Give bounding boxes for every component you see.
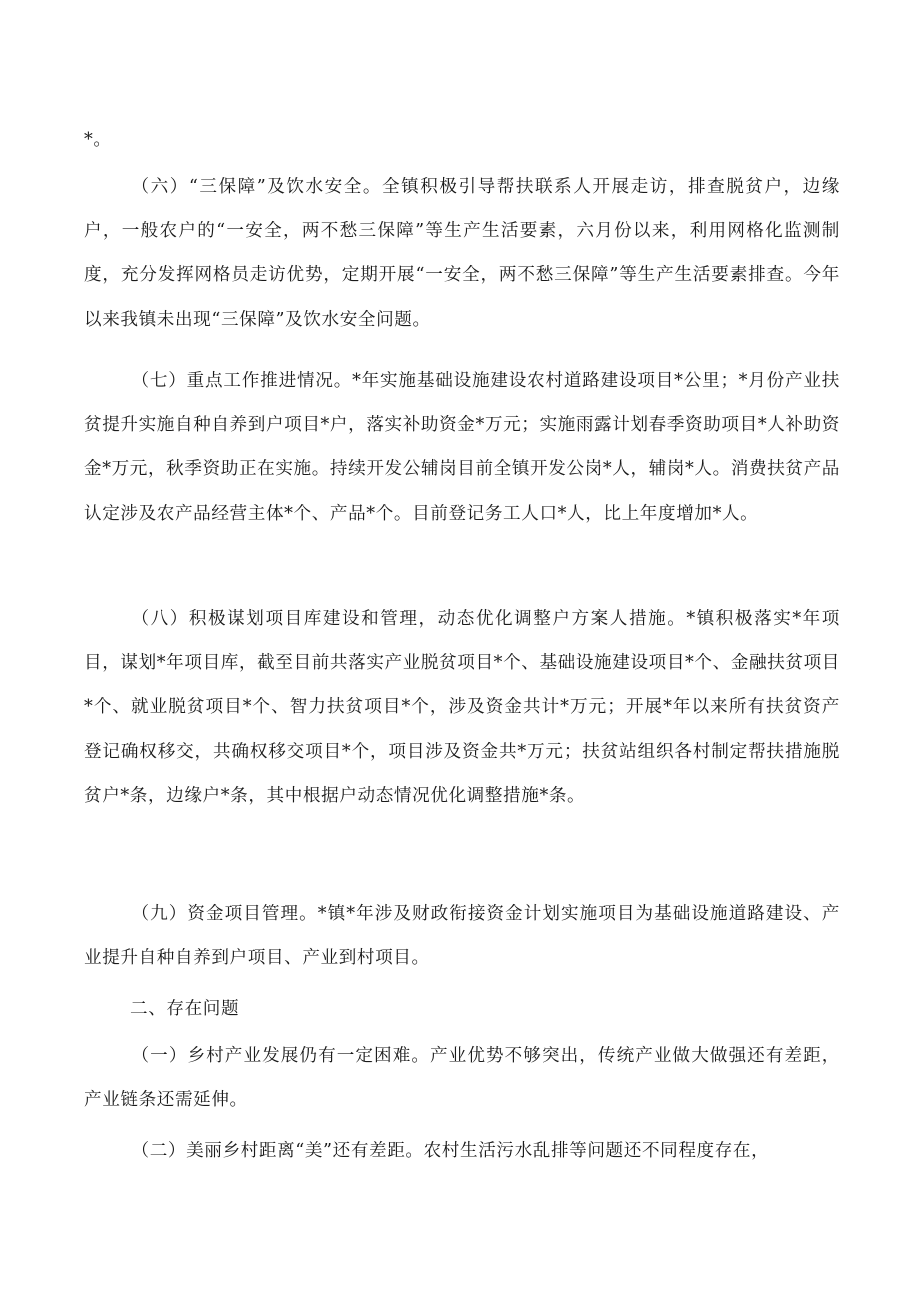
paragraph-section-8: （八）积极谋划项目库建设和管理，动态优化调整户方案人措施。*镇积极落实*年项目，谋划*年项目库，截至目前共落实产业脱贫项目*个、基础设施建设项目*个、金融扶贫项目*个、就业脱贫项目*个、智力扶贫项目*个，涉及资金共计*万元；开展*年以来所有扶贫资产登记确权移交，共确权移交项目*个，项目涉及资金共*万元；扶贫站组织各村制定帮扶措施脱贫户*条，边缘户*条，其中根据户动态情况优化调整措施*条。 (84, 609, 840, 806)
paragraph-problem-2: （二）美丽乡村距离“美”还有差距。农村生活污水乱排等问题还不同程度存在， (131, 1141, 770, 1161)
paragraph-problem-1: （一）乡村产业发展仍有一定困难。产业优势不够突出，传统产业做大做强还有差距，产业链条还需延伸。 (84, 1046, 840, 1111)
paragraph-section-7: （七）重点工作推进情况。*年实施基础设施建设农村道路建设项目*公里；*月份产业扶贫提升实施自种自养到户项目*户，落实补助资金*万元；实施雨露计划春季资助项目*人补助资金*万元，秋季资助正在实施。持续开发公辅岗目前全镇开发公岗*人，辅岗*人。消费扶贫产品认定涉及农产品经营主体*个、产品*个。目前登记务工人口*人，比上年度增加*人。 (84, 371, 840, 524)
paragraph-section-9: （九）资金项目管理。*镇*年涉及财政衔接资金计划实施项目为基础设施道路建设、产业提升自种自养到户项目、产业到村项目。 (84, 904, 840, 969)
section-heading-problems: 二、存在问题 (130, 999, 240, 1019)
paragraph-section-6: （六）“三保障”及饮水安全。全镇积极引导帮扶联系人开展走访，排查脱贫户，边缘户，一般农户的“一安全，两不愁三保障”等生产生活要素，六月份以来，利用网格化监测制度，充分发挥网格员走访优势，定期开展“一安全，两不愁三保障”等生产生活要素排查。今年以来我镇未出现“三保障”及饮水安全问题。 (84, 177, 840, 330)
paragraph-continuation: *。 (84, 130, 112, 150)
